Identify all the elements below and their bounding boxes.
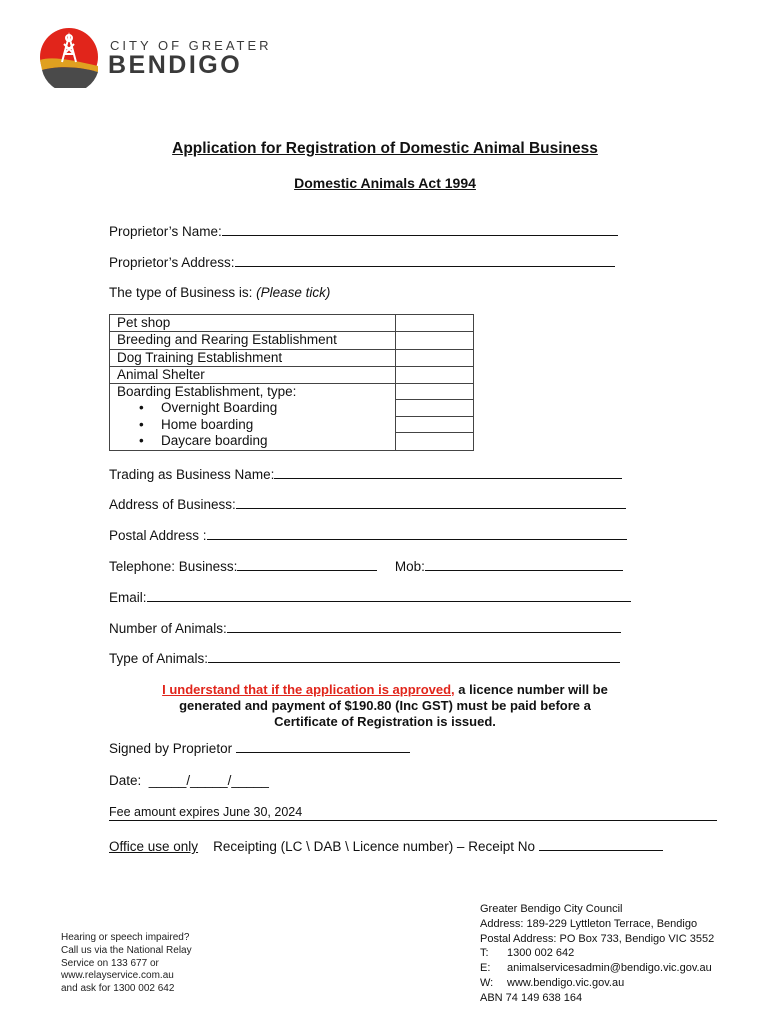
office-use-row bbox=[109, 838, 663, 854]
trading-name-field[interactable] bbox=[109, 466, 622, 482]
telephone-blank[interactable] bbox=[237, 558, 377, 571]
mobile-blank[interactable] bbox=[425, 558, 623, 571]
tickbox-animal-shelter[interactable] bbox=[396, 367, 473, 382]
email-blank[interactable] bbox=[147, 589, 631, 602]
business-address-blank[interactable] bbox=[236, 496, 626, 509]
document-subtitle: Domestic Animals Act 1994 bbox=[294, 175, 476, 191]
signature-field[interactable] bbox=[109, 740, 410, 756]
council-contact bbox=[480, 902, 714, 1006]
licence-notice bbox=[0, 682, 770, 730]
tickbox-pet-shop[interactable] bbox=[396, 315, 473, 330]
business-type-row-breeding: Breeding and Rearing Establishment bbox=[110, 332, 396, 349]
business-type-row-boarding bbox=[110, 384, 396, 451]
council-phone-row bbox=[480, 946, 714, 961]
notice-line1: a licence number will be bbox=[454, 682, 608, 697]
number-animals-blank[interactable] bbox=[227, 620, 621, 633]
receipting-label: Receipting (LC \ DAB \ Licence number) – Receipt No bbox=[213, 839, 535, 854]
fee-expiry: Fee amount expires June 30, 2024 bbox=[109, 805, 717, 821]
boarding-overnight-label: • Overnight Boarding bbox=[117, 400, 395, 416]
phone-key: T: bbox=[480, 947, 489, 960]
postal-address-label: Postal Address : bbox=[109, 528, 207, 543]
business-type-row-dog-training: Dog Training Establishment bbox=[110, 349, 396, 366]
boarding-daycare-label: • Daycare boarding bbox=[117, 433, 395, 449]
council-web[interactable]: www.bendigo.vic.gov.au bbox=[507, 976, 625, 989]
hearing-line2: Call us via the National Relay bbox=[61, 944, 192, 956]
tickbox-breeding[interactable] bbox=[396, 332, 473, 347]
hearing-line5: and ask for 1300 002 642 bbox=[61, 983, 175, 995]
notice-line3: Certificate of Registration is issued. bbox=[274, 714, 496, 729]
hearing-line3: Service on 133 677 or bbox=[61, 957, 159, 969]
date-blank[interactable]: _____/_____/_____ bbox=[148, 773, 269, 788]
signature-blank[interactable] bbox=[236, 740, 410, 753]
proprietor-name-label: Proprietor’s Name: bbox=[109, 224, 222, 239]
postal-address-field[interactable] bbox=[109, 527, 627, 543]
receipt-number-blank[interactable] bbox=[539, 838, 663, 851]
tickbox-boarding[interactable] bbox=[396, 384, 473, 400]
proprietor-name-blank[interactable] bbox=[222, 223, 618, 236]
number-animals-field[interactable] bbox=[109, 620, 621, 636]
council-phone: 1300 002 642 bbox=[507, 947, 575, 960]
document-title: Application for Registration of Domestic Animal Business bbox=[172, 140, 598, 157]
business-address-label: Address of Business: bbox=[109, 497, 236, 512]
signature-label: Signed by Proprietor bbox=[109, 741, 233, 756]
business-type-prompt bbox=[109, 285, 330, 300]
date-field[interactable] bbox=[109, 773, 269, 788]
hearing-line1: Hearing or speech impaired? bbox=[61, 932, 190, 943]
logo-line1: CITY OF GREATER bbox=[110, 38, 272, 53]
date-label: Date: bbox=[109, 773, 142, 788]
web-key: W: bbox=[480, 976, 494, 989]
business-type-label: The type of Business is: bbox=[109, 285, 253, 300]
proprietor-name-field[interactable] bbox=[109, 223, 618, 239]
council-abn: ABN 74 149 638 164 bbox=[480, 991, 583, 1004]
business-type-hint: (Please tick) bbox=[256, 285, 331, 300]
business-type-row-pet-shop: Pet shop bbox=[110, 315, 396, 332]
business-address-field[interactable] bbox=[109, 496, 626, 512]
type-animals-blank[interactable] bbox=[208, 650, 620, 663]
telephone-field[interactable] bbox=[109, 558, 623, 574]
notice-red-text: I understand that if the application is approved, bbox=[162, 682, 455, 697]
business-type-table bbox=[109, 314, 474, 451]
council-address: Address: 189-229 Lyttleton Terrace, Bendigo bbox=[480, 917, 698, 930]
boarding-home-label: • Home boarding bbox=[117, 417, 395, 433]
council-email[interactable]: animalservicesadmin@bendigo.vic.gov.au bbox=[507, 962, 712, 975]
tickbox-overnight[interactable] bbox=[396, 400, 473, 416]
office-use-label: Office use only bbox=[109, 839, 199, 854]
email-key: E: bbox=[480, 962, 491, 975]
type-animals-label: Type of Animals: bbox=[109, 651, 209, 666]
boarding-label: Boarding Establishment, type: bbox=[117, 384, 297, 400]
business-type-row-animal-shelter: Animal Shelter bbox=[110, 366, 396, 383]
tickbox-daycare[interactable] bbox=[396, 433, 473, 450]
trading-name-label: Trading as Business Name: bbox=[109, 467, 275, 482]
council-name: Greater Bendigo City Council bbox=[480, 903, 623, 915]
tickbox-dog-training[interactable] bbox=[396, 350, 473, 365]
number-animals-label: Number of Animals: bbox=[109, 621, 227, 636]
council-web-row bbox=[480, 976, 714, 991]
council-email-row bbox=[480, 961, 714, 976]
hearing-line4: www.relayservice.com.au bbox=[61, 970, 174, 982]
notice-line2: generated and payment of $190.80 (Inc GST) must be paid before a bbox=[179, 698, 591, 713]
logo-line2: BENDIGO bbox=[108, 51, 243, 79]
council-postal: Postal Address: PO Box 733, Bendigo VIC 3552 bbox=[480, 932, 715, 945]
email-field[interactable] bbox=[109, 589, 631, 605]
telephone-label: Telephone: Business: bbox=[109, 559, 238, 574]
bendigo-logo-icon bbox=[38, 26, 104, 88]
email-label: Email: bbox=[109, 590, 147, 605]
trading-name-blank[interactable] bbox=[274, 466, 622, 479]
postal-address-blank[interactable] bbox=[207, 527, 627, 540]
proprietor-address-blank[interactable] bbox=[235, 254, 615, 267]
mobile-label: Mob: bbox=[394, 559, 425, 574]
tickbox-home[interactable] bbox=[396, 417, 473, 433]
type-animals-field[interactable] bbox=[109, 650, 620, 666]
hearing-impaired-note bbox=[61, 932, 192, 996]
proprietor-address-label: Proprietor’s Address: bbox=[109, 255, 235, 270]
proprietor-address-field[interactable] bbox=[109, 254, 615, 270]
